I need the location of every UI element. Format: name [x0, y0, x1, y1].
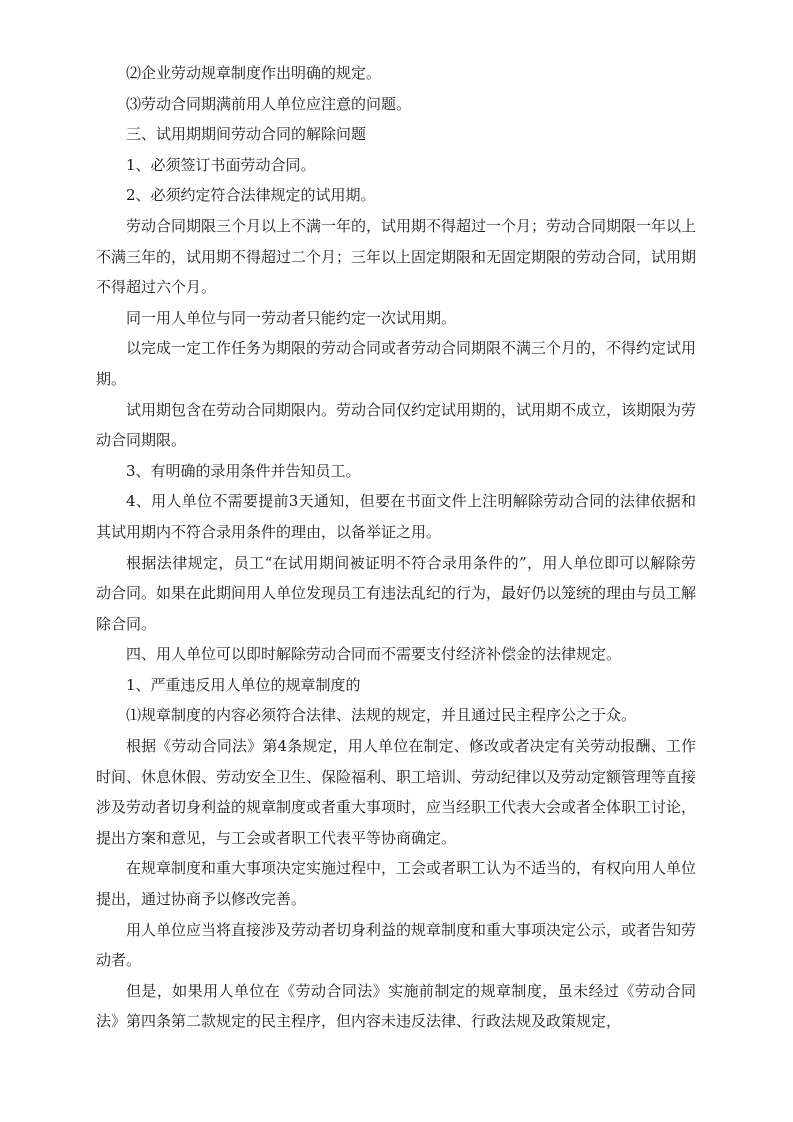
paragraph-implementation: 在规章制度和重大事项决定实施过程中，工会或者职工认为不适当的，有权向用人单位提出，通过协商予以修改完善。: [96, 859, 697, 909]
document-page: [96, 58, 696, 1037]
paragraph-trial-included: 试用期包含在劳动合同期限内。劳动合同仅约定试用期的，试用期不成立，该期限为劳动合同期限。: [96, 400, 697, 450]
paragraph-point-3: 3、有明确的录用条件并告知员工。: [126, 461, 361, 480]
section-heading-immediate-termination: 四、用人单位可以即时解除劳动合同而不需要支付经济补偿金的法律规定。: [126, 645, 622, 664]
paragraph-trial-duration: 劳动合同期限三个月以上不满一年的，试用期不得超过一个月；劳动合同期限一年以上不满三年的，试用期不得超过二个月；三年以上固定期限和无固定期限的劳动合同，试用期不得超过六个月。: [96, 216, 697, 297]
paragraph-no-trial: 以完成一定工作任务为期限的劳动合同或者劳动合同期限不满三个月的，不得约定试用期。: [96, 339, 697, 388]
paragraph-publication: 用人单位应当将直接涉及劳动者切身利益的规章制度和重大事项决定公示，或者告知劳动者。: [96, 920, 697, 970]
paragraph-item-2: ⑵企业劳动规章制度作出明确的规定。: [126, 64, 382, 82]
paragraph-rule-violation: 1、严重违反用人单位的规章制度的: [126, 675, 361, 694]
paragraph-point-4: 4、用人单位不需要提前3天通知，但要在书面文件上注明解除劳动合同的法律依据和其试用期内不符合录用条件的理由，以备举证之用。: [96, 492, 696, 541]
paragraph-item-3: ⑶劳动合同期满前用人单位应注意的问题。: [126, 94, 412, 113]
section-heading-trial-period: 三、试用期期间劳动合同的解除问题: [126, 125, 367, 144]
paragraph-item-1: ⑴规章制度的内容必须符合法律、法规的规定，并且通过民主程序公之于众。: [126, 706, 637, 725]
paragraph-article-4: 根据《劳动合同法》第4条规定，用人单位在制定、修改或者决定有关劳动报酬、工作时间、休息休假、劳动安全卫生、保险福利、职工培训、劳动纪律以及劳动定额管理等直接涉及劳动者切身利益的规章制度或者重大事项时，应当经职工代表大会或者全体职工讨论，提出方案和意见，与工会或者职工代表平等协商确定。: [96, 737, 697, 847]
paragraph-point-2: 2、必须约定符合法律规定的试用期。: [126, 186, 376, 205]
paragraph-single-trial: 同一用人单位与同一劳动者只能约定一次试用期。: [126, 308, 457, 327]
paragraph-exception: 但是，如果用人单位在《劳动合同法》实施前制定的规章制度，虽未经过《劳动合同法》第四条第二款规定的民主程序，但内容未违反法律、行政法规及政策规定，: [96, 981, 696, 1031]
paragraph-legal-basis: 根据法律规定，员工“在试用期间被证明不符合录用条件的”，用人单位即可以解除劳动合同。如果在此期间用人单位发现员工有违法乱纪的行为，最好仍以笼统的理由与员工解除合同。: [96, 553, 697, 633]
paragraph-point-1: 1、必须签订书面劳动合同。: [126, 155, 316, 174]
